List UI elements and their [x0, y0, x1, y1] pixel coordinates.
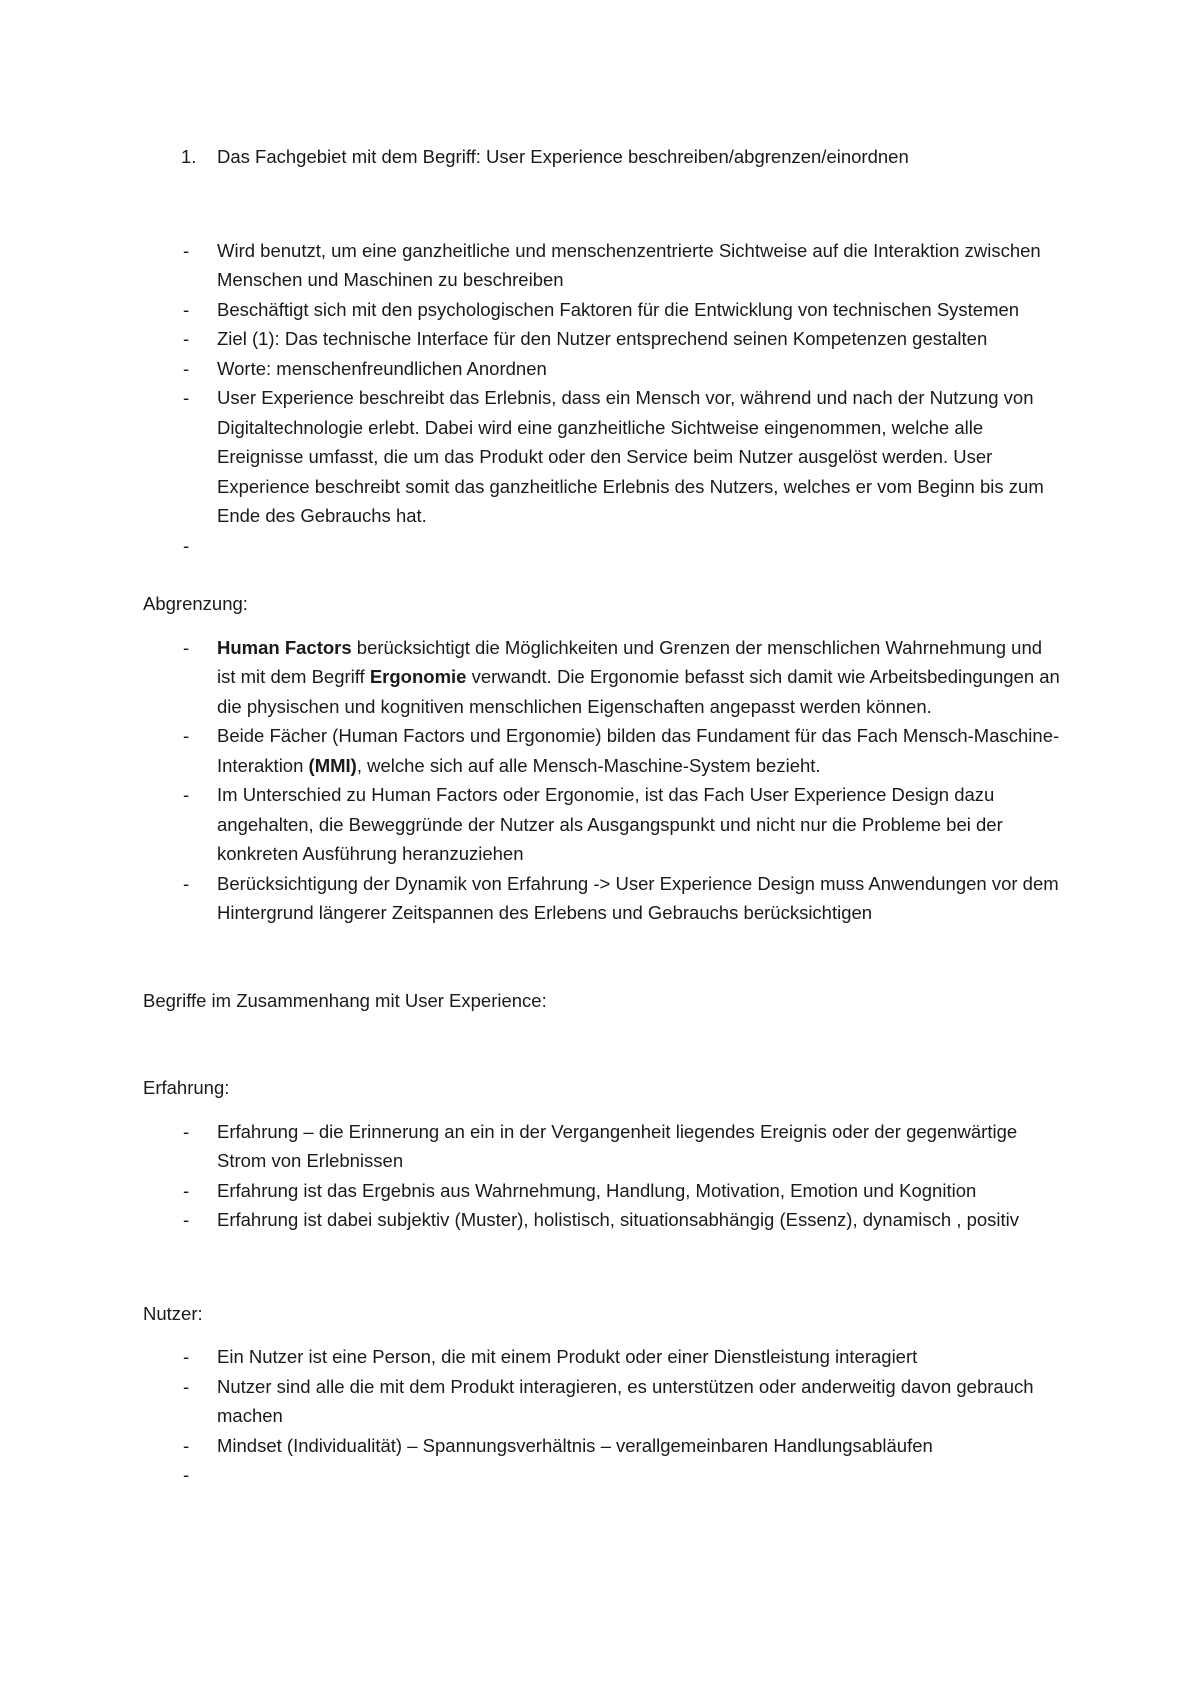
list-item-text: Erfahrung ist das Ergebnis aus Wahrnehmung, Handlung, Motivation, Emotion und Kognition [217, 1179, 977, 1201]
dash-bullet: - [183, 534, 190, 556]
dash-bullet: - [183, 872, 190, 894]
list-item-text: Beschäftigt sich mit den psychologischen Faktoren für die Entwicklung von technischen Systemen [217, 298, 1020, 320]
list-item [143, 383, 1063, 531]
list-item-text: Ein Nutzer ist eine Person, die mit einem Produkt oder einer Dienstleistung interagiert [217, 1346, 918, 1367]
list-item [143, 1342, 1063, 1372]
bold-term-ergonomie: Ergonomie [369, 666, 467, 687]
list-item-text: Nutzer sind alle die mit dem Produkt interagieren, es unterstützen oder anderweitig davon gebrauch machen [217, 1375, 1034, 1426]
dash-bullet: - [183, 1209, 190, 1230]
list-item [143, 295, 1063, 325]
list-item-text: Beide Fächer (Human Factors und Ergonomie) bilden das Fundament für das Fach Mensch-Maschine-Interaktion (MMI), welche sich auf alle Mensch-Maschine-System bezieht. [217, 725, 1060, 776]
list-item [143, 236, 1063, 295]
dash-bullet: - [183, 387, 190, 408]
abgrenzung-list [143, 633, 1063, 928]
list-item [143, 633, 1063, 722]
list-item [143, 869, 1063, 928]
list-item [143, 721, 1063, 780]
dash-bullet: - [183, 357, 190, 379]
list-item-text: Erfahrung ist dabei subjektiv (Muster), holistisch, situationsabhängig (Essenz), dynamisch , positiv [217, 1209, 1020, 1230]
list-item-text: Erfahrung – die Erinnerung an ein in der Vergangenheit liegendes Ereignis oder der gegenwärtige Strom von Erlebnissen [217, 1120, 1018, 1171]
list-item-text: Mindset (Individualität) – Spannungsverhältnis – verallgemeinbaren Handlungsabläufen [217, 1434, 933, 1456]
section-title: Das Fachgebiet mit dem Begriff: User Experience beschreiben/abgrenzen/einordnen [217, 146, 909, 167]
dash-bullet: - [183, 1464, 190, 1485]
dash-bullet: - [183, 725, 190, 746]
dash-bullet: - [183, 784, 190, 805]
list-item-text: Ziel (1): Das technische Interface für den Nutzer entsprechend seinen Kompetenzen gestalten [217, 328, 988, 349]
list-item [143, 1372, 1063, 1431]
list-item-text [217, 1460, 1063, 1490]
erfahrung-heading: Erfahrung: [143, 1077, 230, 1098]
begriffe-heading: Begriffe im Zusammenhang mit User Experience: [143, 989, 547, 1011]
dash-bullet: - [183, 328, 190, 349]
list-item-text: Wird benutzt, um eine ganzheitliche und menschenzentrierte Sichtweise auf die Interaktion zwischen Menschen und Maschinen zu beschreiben [217, 239, 1041, 290]
list-item-text: User Experience beschreibt das Erlebnis, dass ein Mensch vor, während und nach der Nutzung von Digitaltechnologie erlebt. Dabei wird eine ganzheitliche Sichtweise eingenommen, welche alle Ereignisse umfasst, die um das Produkt oder den Service beim Nutzer ausgelöst werden. User Experience beschreibt somit das ganzheitliche Erlebnis des Nutzers, welches er vom Beginn bis zum Ende des Gebrauchs hat. [217, 387, 1044, 526]
nutzer-heading: Nutzer: [143, 1302, 203, 1324]
list-item [143, 1431, 1063, 1461]
list-item [143, 1205, 1063, 1235]
list-item-text: Human Factors berücksichtigt die Möglichkeiten und Grenzen der menschlichen Wahrnehmung und ist mit dem Begriff Ergonomie verwandt. Die Ergonomie befasst sich damit wie Arbeitsbedingungen an die physischen und kognitiven menschlichen Eigenschaften angepasst werden können. [217, 636, 1060, 717]
section-1-list [143, 236, 1063, 561]
section-number: 1. [181, 146, 197, 167]
dash-bullet: - [183, 1434, 190, 1456]
dash-bullet: - [183, 1179, 190, 1201]
bold-term-human-factors: Human Factors [217, 636, 352, 658]
list-item-text [217, 531, 1063, 561]
dash-bullet: - [183, 1120, 190, 1142]
list-item [143, 780, 1063, 869]
abgrenzung-heading: Abgrenzung: [143, 593, 248, 614]
dash-bullet: - [183, 1346, 190, 1367]
bold-term-mmi: (MMI) [308, 754, 357, 776]
list-item-text: Worte: menschenfreundlichen Anordnen [217, 357, 547, 379]
list-item [143, 324, 1063, 354]
nutzer-list [143, 1342, 1063, 1490]
section-1-heading [143, 142, 1063, 172]
list-item [143, 1460, 1063, 1490]
list-item [143, 1117, 1063, 1176]
list-item-text: Berücksichtigung der Dynamik von Erfahrung -> User Experience Design muss Anwendungen vor dem Hintergrund längerer Zeitspannen des Erlebens und Gebrauchs berücksichtigen [217, 872, 1059, 923]
dash-bullet: - [183, 239, 190, 261]
dash-bullet: - [183, 298, 190, 320]
dash-bullet: - [183, 636, 190, 658]
list-item [143, 1176, 1063, 1206]
erfahrung-list [143, 1117, 1063, 1235]
list-item [143, 354, 1063, 384]
list-item-text: Im Unterschied zu Human Factors oder Ergonomie, ist das Fach User Experience Design dazu angehalten, die Beweggründe der Nutzer als Ausgangspunkt und nicht nur die Probleme bei der konkreten Ausführung heranzuziehen [217, 784, 1003, 864]
list-item [143, 531, 1063, 561]
dash-bullet: - [183, 1375, 190, 1397]
document-body [143, 142, 1063, 1490]
